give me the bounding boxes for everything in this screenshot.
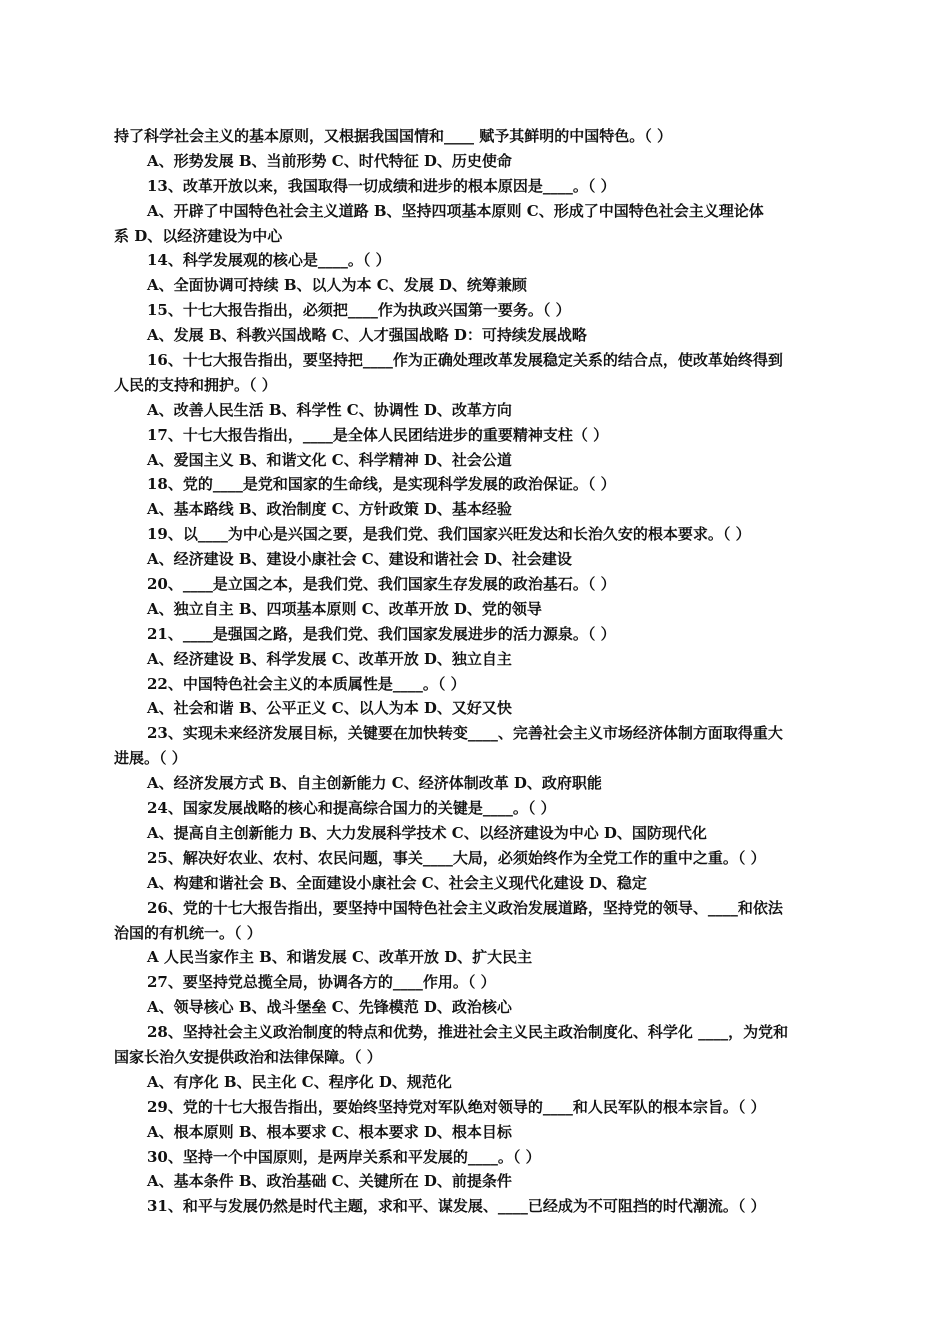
text-line: A、构建和谐社会 B、全面建设小康社会 C、社会主义现代化建设 D、稳定 [147,873,647,892]
text-line: A 人民当家作主 B、和谐发展 C、改革开放 D、扩大民主 [147,948,533,967]
text-line: A、开辟了中国特色社会主义道路 B、坚持四项基本原则 C、形成了中国特色社会主义理论体 [147,201,764,220]
text-line: 治国的有机统一。（ ） [114,923,262,942]
text-line: 26、党的十七大报告指出，要坚持中国特色社会主义政治发展道路，坚持党的领导、____和依法 [147,898,783,917]
text-line: A、提高自主创新能力 B、大力发展科学技术 C、以经济建设为中心 D、国防现代化 [147,823,707,842]
text-line: 持了科学社会主义的基本原则，又根据我国国情和____ 赋予其鲜明的中国特色。（ ） [114,127,672,145]
text-line: 国家长治久安提供政治和法律保障。（ ） [114,1047,382,1066]
text-line: A、基本条件 B、政治基础 C、关键所在 D、前提条件 [147,1172,512,1191]
text-line: 30、坚持一个中国原则，是两岸关系和平发展的____。（ ） [147,1147,541,1166]
text-line: 28、坚持社会主义政治制度的特点和优势，推进社会主义民主政治制度化、科学化 ____，为党和 [147,1023,789,1042]
text-line: A、独立自主 B、四项基本原则 C、改革开放 D、党的领导 [147,599,542,618]
text-line: A、发展 B、科教兴国战略 C、人才强国战略 D：可持续发展战略 [147,326,587,345]
text-line: 15、十七大报告指出，必须把____作为执政兴国第一要务。（ ） [147,301,571,320]
text-line: 27、要坚持党总揽全局，协调各方的____作用。（ ） [147,973,496,992]
text-line: A、基本路线 B、政治制度 C、方针政策 D、基本经验 [147,500,512,519]
text-line: 20、____是立国之本，是我们党、我们国家生存发展的政治基石。（ ） [147,575,616,594]
text-line: 22、中国特色社会主义的本质属性是____。（ ） [147,674,466,693]
text-line: 17、十七大报告指出，____是全体人民团结进步的重要精神支柱（ ） [147,425,609,444]
text-line: 24、国家发展战略的核心和提高综合国力的关键是____。（ ） [147,799,556,818]
text-line: A、全面协调可持续 B、以人为本 C、发展 D、统筹兼顾 [147,276,527,295]
document-body [114,124,838,1219]
text-line: A、经济建设 B、建设小康社会 C、建设和谐社会 D、社会建设 [147,550,572,569]
text-line: A、领导核心 B、战斗堡垒 C、先锋模范 D、政治核心 [147,998,512,1017]
text-line: 19、以____为中心是兴国之要，是我们党、我们国家兴旺发达和长治久安的根本要求。（ ） [147,525,751,544]
text-line: 23、实现未来经济发展目标，关键要在加快转变____、完善社会主义市场经济体制方面取得重大 [147,724,783,743]
text-line: 13、改革开放以来，我国取得一切成绩和进步的根本原因是____。（ ） [147,176,616,195]
text-line: 29、党的十七大报告指出，要始终坚持党对军队绝对领导的____和人民军队的根本宗旨。（ ） [147,1097,766,1116]
text-line: 系 D、以经济建设为中心 [114,226,283,245]
text-line: 25、解决好农业、农村、农民问题，事关____大局，必须始终作为全党工作的重中之重。（ ） [147,848,766,867]
text-line: 31、和平与发展仍然是时代主题，求和平、谋发展、____已经成为不可阻挡的时代潮流。（ ） [147,1197,766,1216]
text-line: 人民的支持和拥护。（ ） [114,375,277,394]
text-line: A、改善人民生活 B、科学性 C、协调性 D、改革方向 [147,400,512,419]
text-line: A、经济建设 B、科学发展 C、改革开放 D、独立自主 [147,649,512,668]
text-line: A、社会和谐 B、公平正义 C、以人为本 D、又好又快 [147,699,512,718]
text-line: A、有序化 B、民主化 C、程序化 D、规范化 [147,1072,452,1091]
text-line: A、形势发展 B、当前形势 C、时代特征 D、历史使命 [147,151,512,170]
text-line: 进展。（ ） [114,749,187,768]
text-line: 21、____是强国之路，是我们党、我们国家发展进步的活力源泉。（ ） [147,624,616,643]
text-line: 14、科学发展观的核心是____。（ ） [147,251,391,270]
text-line: 16、十七大报告指出，要坚持把____作为正确处理改革发展稳定关系的结合点，使改革始终得到 [147,351,783,370]
text-line: A、根本原则 B、根本要求 C、根本要求 D、根本目标 [147,1122,512,1141]
text-line: A、经济发展方式 B、自主创新能力 C、经济体制改革 D、政府职能 [147,774,602,793]
text-line: A、爱国主义 B、和谐文化 C、科学精神 D、社会公道 [147,450,512,469]
text-line: 18、党的____是党和国家的生命线，是实现科学发展的政治保证。（ ） [147,475,616,494]
